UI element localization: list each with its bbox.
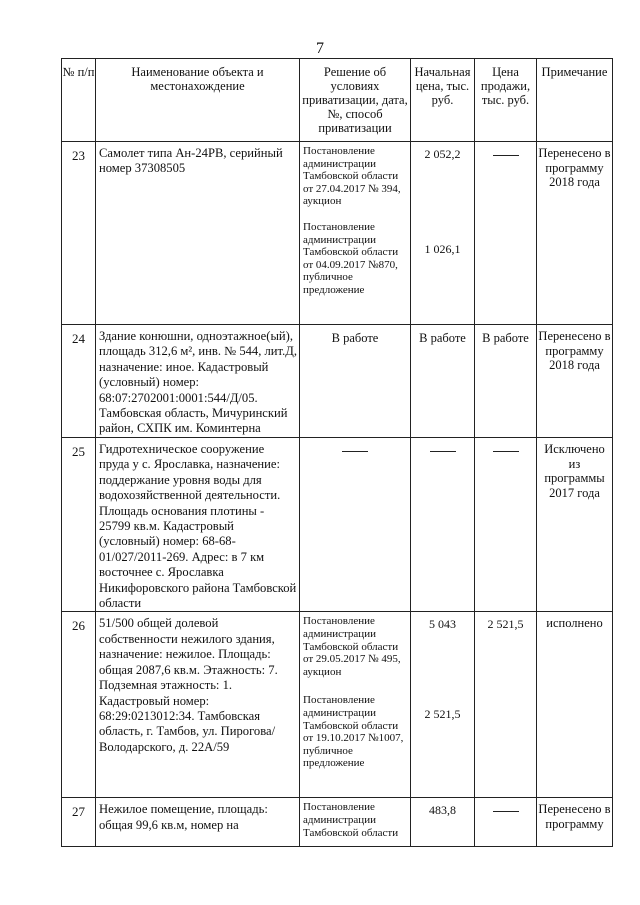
sale-price-cell: 2 521,5 bbox=[475, 612, 537, 798]
note-cell: Перенесено в программу 2018 года bbox=[537, 325, 613, 438]
dash bbox=[342, 451, 368, 452]
object-name: Нежилое помещение, площадь: общая 99,6 кв.м, номер на bbox=[96, 798, 300, 847]
sale-price-cell bbox=[475, 142, 537, 325]
start-price-value: 2 052,2 bbox=[424, 147, 461, 161]
start-price-cell bbox=[411, 142, 475, 325]
table-row bbox=[62, 612, 613, 798]
row-number: 26 bbox=[62, 612, 96, 798]
decision-cell bbox=[300, 612, 411, 798]
table-row bbox=[62, 325, 613, 438]
note-cell: Исключено из программы 2017 года bbox=[537, 438, 613, 612]
note-cell: исполнено bbox=[537, 612, 613, 798]
decision-cell bbox=[300, 438, 411, 612]
dash bbox=[493, 811, 519, 812]
table-row bbox=[62, 798, 613, 847]
decision-cell bbox=[300, 142, 411, 325]
object-name: Гидротехническое сооружение пруда у с. Ярославка, назначение: поддержание уровня воды для водохозяйственной деятельности. Площадь основания плотины - 25799 кв.м. Кадастровый (условный) номер: 68-68-01/027/2011-269. Адрес: в 7 км восточнее с. Ярославка Никифоровского района Тамбовской области bbox=[96, 438, 300, 612]
sale-price-cell: В работе bbox=[475, 325, 537, 438]
header-row bbox=[62, 59, 613, 142]
table-row bbox=[62, 438, 613, 612]
row-number: 25 bbox=[62, 438, 96, 612]
header-sale-price: Цена продажи, тыс. руб. bbox=[475, 59, 537, 142]
start-price-value: 1 026,1 bbox=[424, 242, 461, 256]
start-price-value: 2 521,5 bbox=[424, 707, 461, 722]
note-cell: Перенесено в программу bbox=[537, 798, 613, 847]
start-price-cell bbox=[411, 438, 475, 612]
start-price-cell: В работе bbox=[411, 325, 475, 438]
dash bbox=[493, 451, 519, 452]
sale-price-cell bbox=[475, 798, 537, 847]
row-number: 24 bbox=[62, 325, 96, 438]
decision-text: Постановление администрации Тамбовской области от 27.04.2017 № 394, аукцион bbox=[303, 145, 401, 208]
decision-text: Постановление администрации Тамбовской области от 19.10.2017 №1007, публичное предложение bbox=[303, 694, 404, 770]
table-row bbox=[62, 142, 613, 325]
dash bbox=[430, 451, 456, 452]
privatization-table bbox=[61, 58, 613, 847]
header-decision: Решение об условиях приватизации, дата, №, способ приватизации bbox=[300, 59, 411, 142]
page-number: 7 bbox=[316, 40, 324, 57]
start-price-cell bbox=[411, 612, 475, 798]
row-number: 27 bbox=[62, 798, 96, 847]
note-cell: Перенесено в программу 2018 года bbox=[537, 142, 613, 325]
sale-price-cell bbox=[475, 438, 537, 612]
header-name: Наименование объекта и местонахождение bbox=[96, 59, 300, 142]
object-name: 51/500 общей долевой собственности нежилого здания, назначение: нежилое. Площадь: общая 2087,6 кв.м. Этажность: 7. Подземная этажность: 1. Кадастровый номер: 68:29:0213012:34. Тамбовская область, г. Тамбов, ул. Пирогова/Володарского, д. 22А/59 bbox=[96, 612, 300, 798]
object-name: Самолет типа Ан-24РВ, серийный номер 37308505 bbox=[96, 142, 300, 325]
object-name: Здание конюшни, одноэтажное(ый), площадь 312,6 м², инв. № 544, лит.Д, назначение: иное. Кадастровый (условный) номер: 68:07:2702001:0001:544/Д/05. Тамбовская область, Мичуринский район, СХПК им. Коминтерна bbox=[96, 325, 300, 438]
start-price-value: 5 043 bbox=[429, 617, 456, 632]
header-note: Примечание bbox=[537, 59, 613, 142]
row-number: 23 bbox=[62, 142, 96, 325]
decision-text: Постановление администрации Тамбовской области от 04.09.2017 №870, публичное предложение bbox=[303, 220, 399, 296]
header-start-price: Начальная цена, тыс. руб. bbox=[411, 59, 475, 142]
dash bbox=[493, 155, 519, 156]
decision-text: Постановление администрации Тамбовской области от 29.05.2017 № 495, аукцион bbox=[303, 615, 401, 678]
header-num: № п/п bbox=[62, 59, 96, 142]
decision-cell: В работе bbox=[300, 325, 411, 438]
decision-cell: Постановление администрации Тамбовской области bbox=[300, 798, 411, 847]
start-price-cell: 483,8 bbox=[411, 798, 475, 847]
